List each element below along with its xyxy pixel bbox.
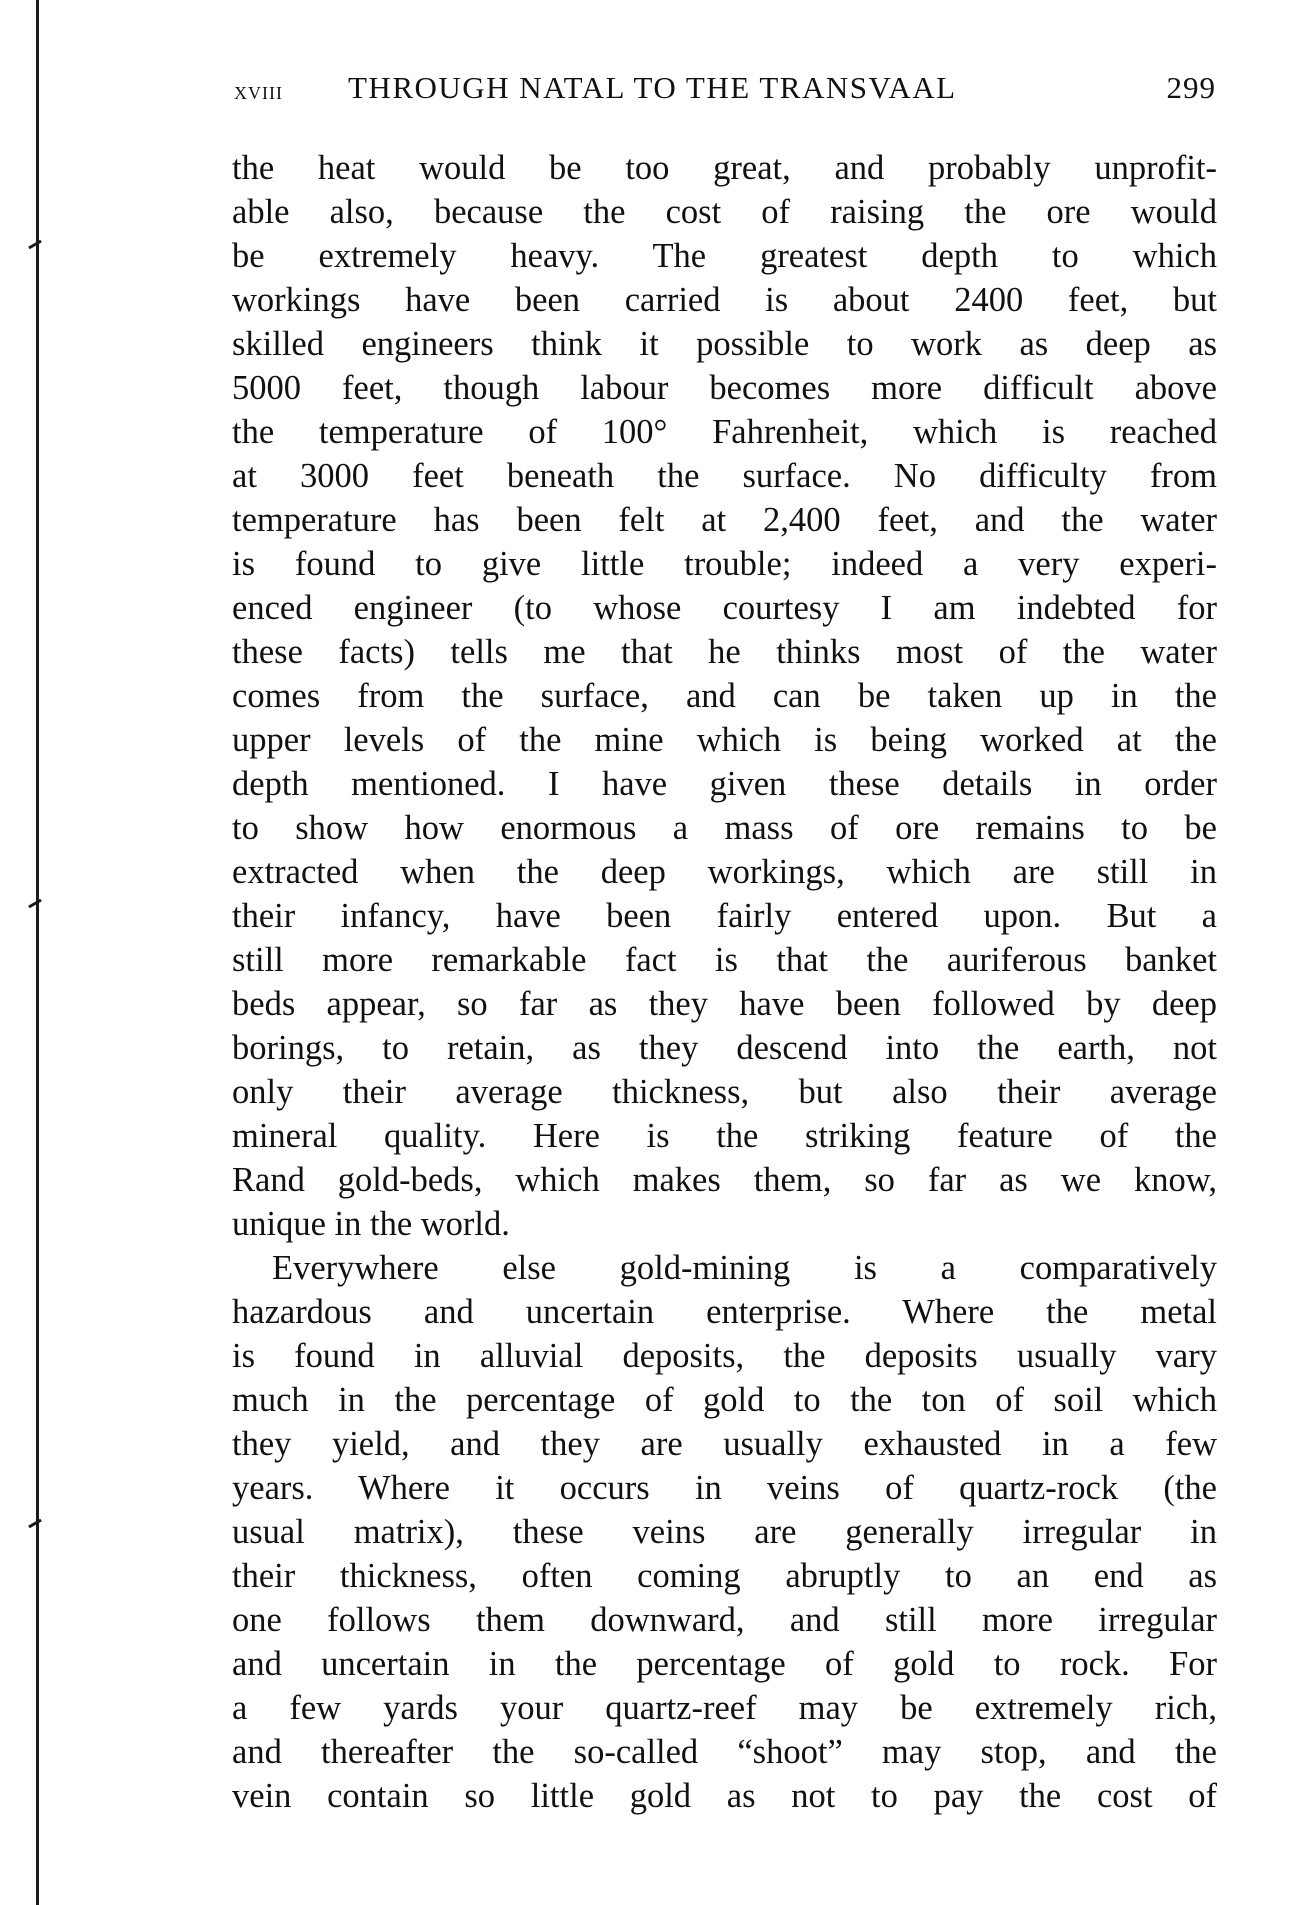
text-line: unique in the world. [232,1205,510,1243]
page-number: 299 [1166,70,1216,105]
text-line: skilled engineers think it possible to work as deep as [232,325,1217,363]
text-line: enced engineer (to whose courtesy I am indebted for [232,589,1217,627]
text-line: 5000 feet, though labour becomes more difficult above [232,369,1217,407]
binding-mark [28,899,42,909]
text-line: a few yards your quartz-reef may be extremely rich, [232,1689,1217,1727]
binding-mark [28,240,42,250]
body-text [232,146,1217,1818]
running-head [234,70,1216,110]
text-line: to show how enormous a mass of ore remains to be [232,809,1217,847]
chapter-number: xviii [234,76,283,105]
text-line: the temperature of 100° Fahrenheit, which is reached [232,413,1217,451]
text-line: extracted when the deep workings, which are still in [232,853,1217,891]
text-line: and uncertain in the percentage of gold to rock. For [232,1645,1217,1683]
text-line: usual matrix), these veins are generally irregular in [232,1513,1217,1551]
binding-edge [36,0,39,1905]
text-line: much in the percentage of gold to the ton of soil which [232,1381,1217,1419]
text-line: at 3000 feet beneath the surface. No difficulty from [232,457,1217,495]
text-line: only their average thickness, but also their average [232,1073,1217,1111]
binding-mark [28,1519,42,1529]
text-line: workings have been carried is about 2400 feet, but [232,281,1217,319]
text-line: one follows them downward, and still more irregular [232,1601,1217,1639]
text-line: hazardous and uncertain enterprise. Where the metal [232,1293,1217,1331]
text-line: vein contain so little gold as not to pay the cost of [232,1777,1217,1815]
text-line: is found in alluvial deposits, the deposits usually vary [232,1337,1217,1375]
text-line: Rand gold-beds, which makes them, so far as we know, [232,1161,1217,1199]
text-line: depth mentioned. I have given these details in order [232,765,1217,803]
text-line: is found to give little trouble; indeed a very experi- [232,545,1217,583]
text-line: mineral quality. Here is the striking feature of the [232,1117,1217,1155]
text-line: their thickness, often coming abruptly to an end as [232,1557,1217,1595]
text-line: the heat would be too great, and probably unprofit- [232,149,1217,187]
text-line: Everywhere else gold-mining is a comparatively [272,1249,1217,1287]
text-line: temperature has been felt at 2,400 feet, and the water [232,501,1217,539]
text-line: comes from the surface, and can be taken up in the [232,677,1217,715]
text-line: and thereafter the so-called “shoot” may stop, and the [232,1733,1217,1771]
text-line: they yield, and they are usually exhausted in a few [232,1425,1217,1463]
text-line: these facts) tells me that he thinks most of the water [232,633,1217,671]
running-title: THROUGH NATAL TO THE TRANSVAAL [348,70,957,105]
text-line: their infancy, have been fairly entered upon. But a [232,897,1217,935]
text-line: beds appear, so far as they have been followed by deep [232,985,1217,1023]
text-line: borings, to retain, as they descend into the earth, not [232,1029,1217,1067]
text-line: still more remarkable fact is that the auriferous banket [232,941,1217,979]
text-line: able also, because the cost of raising the ore would [232,193,1217,231]
text-line: upper levels of the mine which is being worked at the [232,721,1217,759]
text-line: be extremely heavy. The greatest depth to which [232,237,1217,275]
text-line: years. Where it occurs in veins of quartz-rock (the [232,1469,1217,1507]
